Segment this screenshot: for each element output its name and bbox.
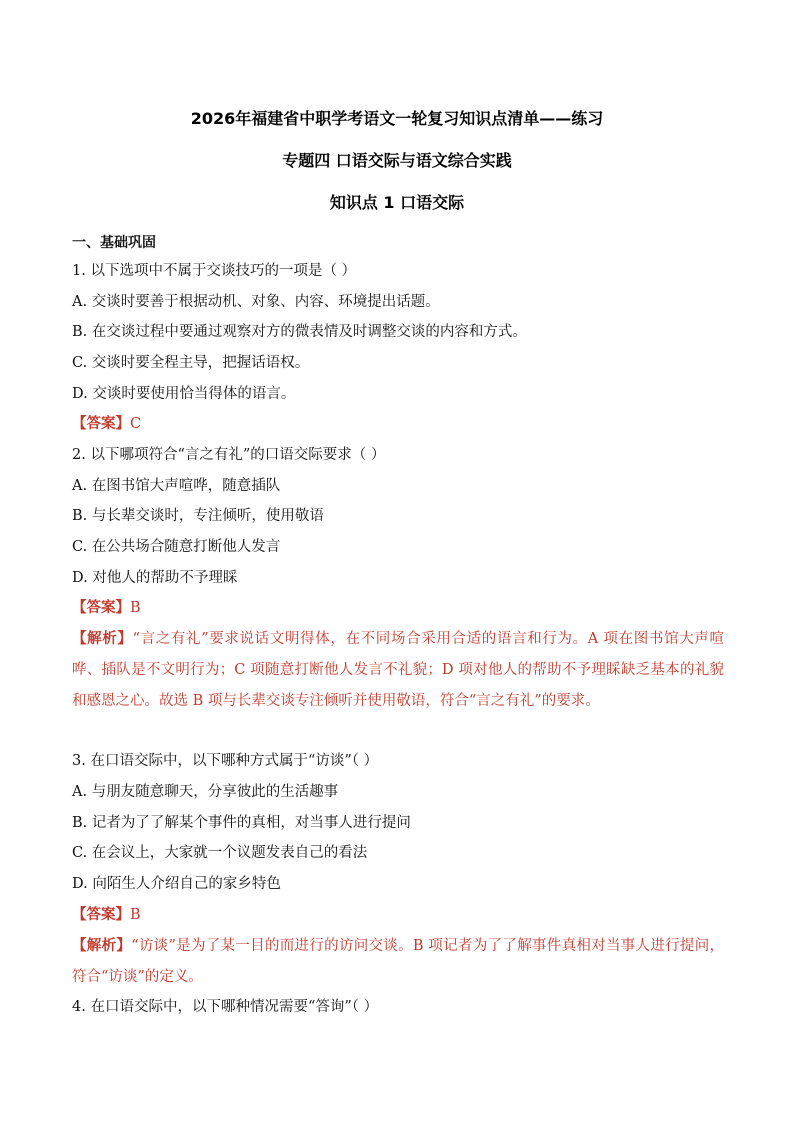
analysis-text: “访谈”是为了某一目的而进行的访问交谈。B 项记者为了了解事件真相对当事人进行提问，符合“访谈”的定义。 bbox=[72, 938, 725, 985]
question-3-option-c: C. 在会议上，大家就一个议题发表自己的看法 bbox=[72, 845, 368, 861]
question-1-option-c: C. 交谈时要全程主导，把握话语权。 bbox=[72, 355, 310, 371]
question-2-stem: 2. 以下哪项符合“言之有礼”的口语交际要求（ ） bbox=[72, 447, 386, 463]
question-3-option-b: B. 记者为了了解某个事件的真相，对当事人进行提问 bbox=[72, 815, 411, 831]
answer-label: 【答案】 bbox=[72, 599, 130, 616]
question-1-option-d: D. 交谈时要使用恰当得体的语言。 bbox=[72, 386, 296, 402]
answer-value: B bbox=[130, 600, 141, 616]
question-2-analysis bbox=[72, 623, 724, 717]
answer-value: C bbox=[130, 416, 142, 432]
answer-label: 【答案】 bbox=[72, 415, 130, 432]
answer-label: 【答案】 bbox=[72, 906, 130, 923]
question-3-option-d: D. 向陌生人介绍自己的家乡特色 bbox=[72, 876, 281, 892]
question-3-stem: 3. 在口语交际中，以下哪种方式属于“访谈”（ ） bbox=[72, 753, 379, 769]
topic-title: 专题四 口语交际与语文综合实践 bbox=[282, 151, 512, 170]
question-3-answer bbox=[72, 905, 732, 925]
question-1-option-b: B. 在交谈过程中要通过观察对方的微表情及时调整交谈的内容和方式。 bbox=[72, 324, 527, 340]
question-3-option-a: A. 与朋友随意聊天，分享彼此的生活趣事 bbox=[72, 784, 339, 800]
question-2-option-b: B. 与长辈交谈时，专注倾听，使用敬语 bbox=[72, 508, 324, 524]
question-4-stem: 4. 在口语交际中，以下哪种情况需要“答询”（ ） bbox=[72, 999, 379, 1015]
question-2-option-a: A. 在图书馆大声喧哗，随意插队 bbox=[72, 478, 281, 494]
question-1-answer bbox=[72, 414, 732, 434]
question-2-option-c: C. 在公共场合随意打断他人发言 bbox=[72, 539, 281, 555]
question-1-option-a: A. 交谈时要善于根据动机、对象、内容、环境提出话题。 bbox=[72, 294, 440, 310]
question-2-answer bbox=[72, 598, 732, 618]
knowledge-point-title: 知识点 1 口语交际 bbox=[329, 193, 465, 212]
analysis-label: 【解析】 bbox=[72, 937, 132, 954]
question-3-analysis bbox=[72, 930, 724, 993]
document-title: 2026年福建省中职学考语文一轮复习知识点清单——练习 bbox=[190, 109, 604, 128]
question-2-option-d: D. 对他人的帮助不予理睬 bbox=[72, 570, 238, 586]
answer-value: B bbox=[130, 907, 141, 923]
question-1-stem: 1. 以下选项中不属于交谈技巧的一项是（ ） bbox=[72, 263, 357, 279]
analysis-text: “言之有礼”要求说话文明得体，在不同场合采用合适的语言和行为。A 项在图书馆大声喧哗、插队是不文明行为；C 项随意打断他人发言不礼貌；D 项对他人的帮助不予理睬缺乏基本的礼貌和感恩之心。故选 B 项与长辈交谈专注倾听并使用敬语，符合“言之有礼”的要求。 bbox=[72, 631, 725, 709]
analysis-label: 【解析】 bbox=[72, 630, 133, 647]
section-heading: 一、基础巩固 bbox=[72, 235, 156, 251]
